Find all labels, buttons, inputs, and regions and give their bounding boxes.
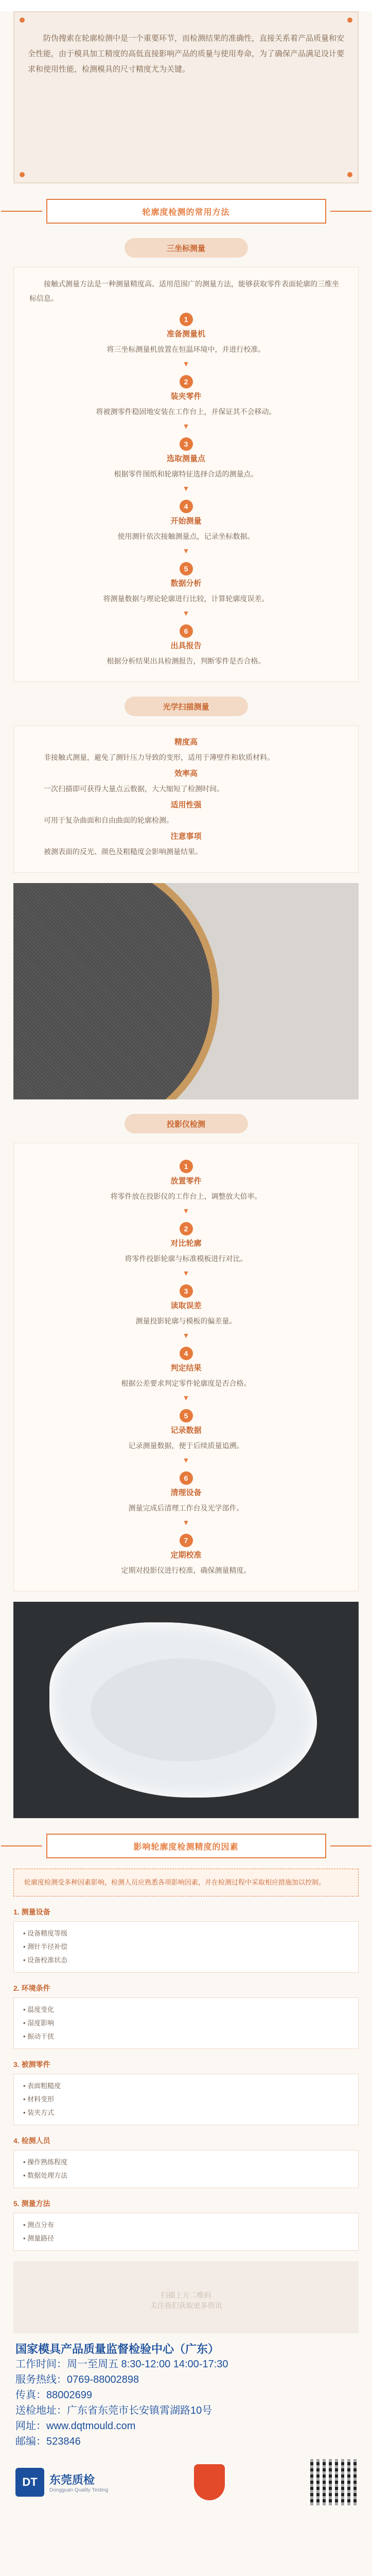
factor-list bbox=[13, 1921, 359, 1973]
notice-box: 轮廓度检测受多种因素影响，检测人员应熟悉各项影响因素，并在检测过程中采取相应措施加以控制。 bbox=[13, 1869, 359, 1896]
list-item: • 装夹方式 bbox=[23, 2109, 55, 2116]
step-number: 6 bbox=[180, 624, 193, 638]
step-text: 根据公差要求判定零件轮廓度是否合格。 bbox=[121, 1379, 251, 1387]
crystal-photo bbox=[13, 1602, 359, 1818]
factor-list bbox=[13, 2150, 359, 2188]
step-title: 判定结果 bbox=[170, 1364, 202, 1372]
org-name: 国家模具产品质量监督检验中心（广东） bbox=[15, 2343, 220, 2355]
divider bbox=[1, 1845, 42, 1846]
step-title: 清理设备 bbox=[170, 1488, 202, 1497]
step-text: 将零件投影轮廓与标准模板进行对比。 bbox=[125, 1255, 247, 1263]
step-text: 将三坐标测量机放置在恒温环境中，并进行校准。 bbox=[107, 345, 265, 353]
crystal-core bbox=[91, 1658, 276, 1761]
watermark-banner bbox=[13, 2261, 359, 2333]
step-title: 准备测量机 bbox=[166, 330, 205, 338]
intro-text: 防伪搜索在轮廓检测中是一个重要环节，而检测结果的准确性，直接关系着产品质量和安全性能，由于模具加工精度的高低直接影响产品的质量与使用寿命，为了确保产品满足设计要求和使用性能，检测模具的尺寸精度尤为关键。 bbox=[28, 34, 345, 74]
arrow-down-icon: ▼ bbox=[182, 484, 190, 493]
list-item: • 温度变化 bbox=[23, 2006, 55, 2013]
footer-logos bbox=[15, 2458, 357, 2507]
step-number: 5 bbox=[180, 1409, 193, 1422]
feature-text: 被测表面的反光、颜色及粗糙度会影响测量结果。 bbox=[44, 848, 202, 856]
arrow-down-icon: ▼ bbox=[182, 1269, 190, 1277]
fax: 传真：88002699 bbox=[15, 2389, 92, 2401]
step-title: 出具报告 bbox=[170, 641, 202, 650]
factor-heading: 5. 测量方法 bbox=[13, 2199, 50, 2208]
logo-mark: DT bbox=[15, 2468, 44, 2497]
factor-list bbox=[13, 2213, 359, 2251]
step-number: 3 bbox=[180, 437, 193, 451]
list-item: • 测量路径 bbox=[23, 2234, 55, 2242]
feature-title: 注意事项 bbox=[170, 832, 202, 841]
watermark-text bbox=[13, 2290, 359, 2311]
section-header bbox=[46, 199, 326, 224]
intro-banner bbox=[13, 11, 359, 183]
work-hours: 工作时间：周一至周五 8:30-12:00 14:00-17:30 bbox=[15, 2359, 228, 2370]
step-title: 放置零件 bbox=[170, 1177, 202, 1185]
article-page bbox=[0, 11, 372, 2576]
factor-list bbox=[13, 1997, 359, 2049]
step-text: 使用测针依次接触测量点，记录坐标数据。 bbox=[117, 532, 255, 540]
factor-heading: 1. 测量设备 bbox=[13, 1908, 50, 1916]
step-text: 记录测量数据，便于后续质量追溯。 bbox=[128, 1442, 244, 1450]
paragraph: 接触式测量方法是一种测量精度高、适用范围广的测量方法，能够获取零件表面轮廓的三维坐标信息。 bbox=[29, 280, 339, 302]
step-text: 定期对投影仪进行校准，确保测量精度。 bbox=[121, 1566, 251, 1574]
factor-heading: 3. 被测零件 bbox=[13, 2060, 50, 2069]
feature-list bbox=[29, 736, 343, 859]
step-number: 5 bbox=[180, 562, 193, 575]
divider bbox=[1, 211, 42, 212]
step-title: 数据分析 bbox=[170, 579, 202, 588]
arrow-down-icon: ▼ bbox=[182, 547, 190, 555]
content-panel bbox=[13, 267, 359, 682]
step-number: 7 bbox=[180, 1534, 193, 1547]
address: 送检地址：广东省东莞市长安镇霄湖路10号 bbox=[15, 2405, 212, 2416]
step-number: 4 bbox=[180, 1347, 193, 1360]
list-item: • 操作熟练程度 bbox=[23, 2158, 68, 2166]
list-item: • 表面粗糙度 bbox=[23, 2082, 61, 2090]
step-title: 定期校准 bbox=[170, 1551, 202, 1560]
qr-code-icon[interactable] bbox=[310, 2459, 357, 2505]
list-item: • 数据处理方法 bbox=[23, 2172, 68, 2179]
logo-title: 东莞质检 bbox=[49, 2473, 95, 2486]
step-text: 根据零件图纸和轮廓特征选择合适的测量点。 bbox=[114, 470, 258, 478]
step-number: 1 bbox=[180, 1160, 193, 1173]
step-text: 测量投影轮廓与模板的偏差量。 bbox=[135, 1317, 237, 1325]
watermark-line: 扫描上方二维码 bbox=[161, 2291, 211, 2299]
section-header bbox=[46, 1834, 326, 1858]
step-number: 3 bbox=[180, 1284, 193, 1298]
logo-subtitle: Dongguan Quality Testing bbox=[49, 2487, 109, 2493]
step-number: 1 bbox=[180, 313, 193, 326]
feature-text: 一次扫描即可获得大量点云数据，大大缩短了检测时间。 bbox=[44, 785, 224, 793]
arrow-down-icon: ▼ bbox=[182, 1331, 190, 1340]
list-item: • 湿度影响 bbox=[23, 2019, 55, 2027]
divider bbox=[330, 211, 371, 212]
section-title: 轮廓度检测的常用方法 bbox=[142, 208, 230, 217]
step-title: 选取测量点 bbox=[166, 454, 205, 463]
content-panel bbox=[13, 725, 359, 873]
step-number: 2 bbox=[180, 1222, 193, 1235]
corner-dot-icon bbox=[20, 18, 25, 23]
step-title: 装夹零件 bbox=[170, 392, 202, 401]
feature-text: 非接触式测量，避免了测针压力导致的变形，适用于薄壁件和软质材料。 bbox=[44, 753, 274, 761]
arrow-down-icon: ▼ bbox=[182, 609, 190, 617]
feature-title: 适用性强 bbox=[170, 801, 202, 809]
feature-title: 精度高 bbox=[174, 738, 198, 747]
subsection-pill: 三坐标测量 bbox=[125, 238, 248, 258]
brand-logo bbox=[15, 2468, 108, 2497]
list-item: • 设备校准状态 bbox=[23, 1956, 68, 1964]
factor-heading: 4. 检测人员 bbox=[13, 2137, 50, 2145]
steps-list bbox=[29, 1160, 343, 1578]
arrow-down-icon: ▼ bbox=[182, 1518, 190, 1527]
arrow-down-icon: ▼ bbox=[182, 1394, 190, 1402]
step-text: 将零件放在投影仪的工作台上，调整放大倍率。 bbox=[110, 1192, 262, 1200]
steps-list bbox=[29, 313, 343, 668]
factor-heading: 2. 环境条件 bbox=[13, 1984, 50, 1992]
watermark-line: 关注我们获取更多资讯 bbox=[150, 2301, 222, 2310]
arrow-down-icon: ▼ bbox=[182, 360, 190, 368]
step-number: 4 bbox=[180, 500, 193, 513]
mould-surface bbox=[13, 883, 212, 1099]
feature-text: 可用于复杂曲面和自由曲面的轮廓检测。 bbox=[44, 816, 173, 824]
arrow-down-icon: ▼ bbox=[182, 422, 190, 430]
content-panel bbox=[13, 1143, 359, 1591]
divider bbox=[330, 1845, 371, 1846]
step-number: 6 bbox=[180, 1471, 193, 1485]
step-number: 2 bbox=[180, 375, 193, 388]
step-text: 根据分析结果出具检测报告，判断零件是否合格。 bbox=[107, 657, 265, 665]
step-text: 将测量数据与理论轮廓进行比较，计算轮廓度误差。 bbox=[103, 595, 269, 603]
logo-name bbox=[49, 2471, 108, 2493]
step-title: 开始测量 bbox=[170, 517, 202, 526]
list-item: • 振动干扰 bbox=[23, 2032, 55, 2040]
subsection-pill: 光学扫描测量 bbox=[125, 697, 248, 716]
step-title: 读取误差 bbox=[170, 1301, 202, 1310]
arrow-down-icon: ▼ bbox=[182, 1207, 190, 1215]
list-item: • 测针半径补偿 bbox=[23, 1943, 68, 1951]
contact-block bbox=[15, 2341, 357, 2449]
corner-dot-icon bbox=[347, 172, 352, 177]
step-title: 对比轮廓 bbox=[170, 1239, 202, 1248]
feature-title: 效率高 bbox=[174, 769, 198, 778]
corner-dot-icon bbox=[347, 18, 352, 23]
hotline[interactable]: 服务热线：0769-88002898 bbox=[15, 2374, 139, 2385]
step-text: 将被测零件稳固地安装在工作台上，并保证其不会移动。 bbox=[96, 408, 276, 416]
factor-list bbox=[13, 2074, 359, 2125]
list-item: • 设备精度等级 bbox=[23, 1929, 68, 1937]
emblem-icon bbox=[194, 2464, 225, 2500]
postcode: 邮编：523846 bbox=[15, 2436, 81, 2447]
step-text: 测量完成后清理工作台及光学部件。 bbox=[128, 1504, 244, 1512]
list-item: • 材料变形 bbox=[23, 2095, 55, 2103]
arrow-down-icon: ▼ bbox=[182, 1456, 190, 1464]
website-link[interactable]: 网址：www.dqtmould.com bbox=[15, 2420, 136, 2432]
list-item: • 测点分布 bbox=[23, 2221, 55, 2229]
factor-lists bbox=[0, 1907, 372, 2251]
corner-dot-icon bbox=[20, 172, 25, 177]
section-title: 影响轮廓度检测精度的因素 bbox=[133, 1842, 239, 1852]
mould-photo bbox=[13, 883, 359, 1099]
subsection-pill: 投影仪检测 bbox=[125, 1114, 248, 1133]
step-title: 记录数据 bbox=[170, 1426, 202, 1435]
